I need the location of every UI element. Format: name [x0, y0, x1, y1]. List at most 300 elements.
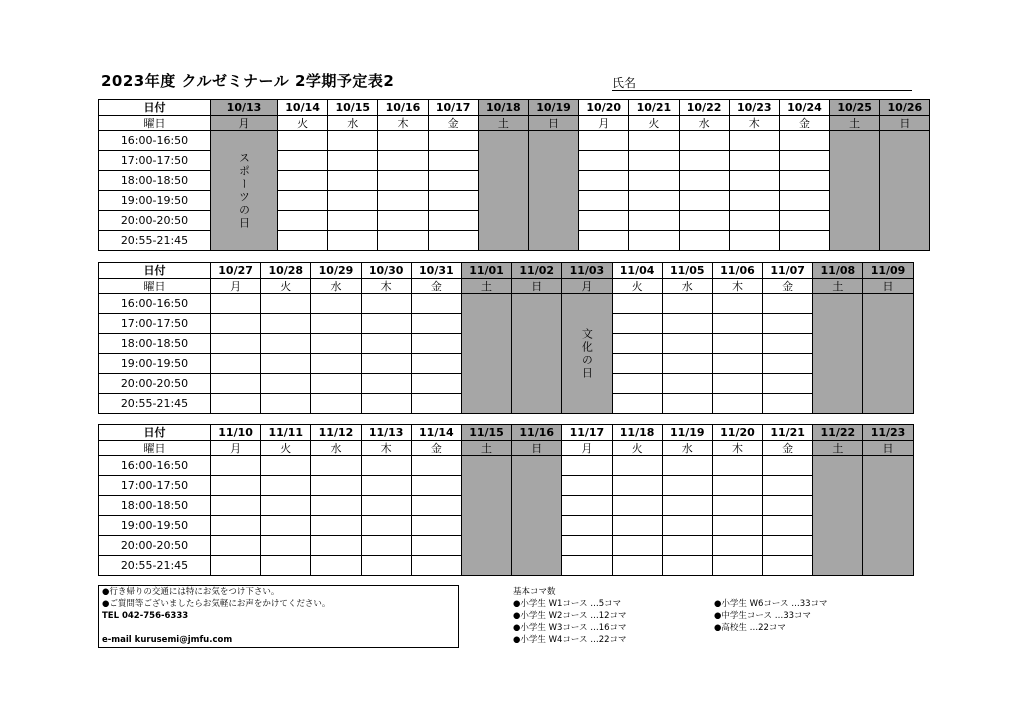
schedule-cell[interactable]	[361, 354, 411, 374]
dow-cell: 火	[261, 441, 311, 456]
time-slot-label: 20:55-21:45	[99, 556, 211, 576]
dow-header-label: 曜日	[99, 116, 211, 131]
name-field[interactable]	[612, 74, 912, 91]
schedule-cell[interactable]	[763, 394, 813, 414]
date-cell: 10/14	[278, 100, 328, 116]
schedule-cell[interactable]	[328, 151, 378, 171]
schedule-cell[interactable]	[612, 516, 662, 536]
schedule-cell[interactable]	[662, 516, 712, 536]
schedule-cell[interactable]	[662, 536, 712, 556]
schedule-cell[interactable]	[411, 294, 461, 314]
schedule-cell[interactable]	[411, 354, 461, 374]
dow-cell: 木	[361, 279, 411, 294]
dow-cell: 月	[211, 116, 278, 131]
schedule-cell[interactable]	[261, 556, 311, 576]
date-cell: 10/29	[311, 263, 361, 279]
schedule-cell[interactable]	[311, 536, 361, 556]
schedule-cell[interactable]	[712, 374, 762, 394]
schedule-cell[interactable]	[612, 556, 662, 576]
schedule-cell[interactable]	[579, 191, 629, 211]
note-email: e-mail kurusemi@jmfu.com	[102, 635, 233, 645]
date-cell: 11/16	[512, 425, 562, 441]
date-cell: 11/14	[411, 425, 461, 441]
schedule-cell[interactable]	[679, 231, 729, 251]
date-cell: 11/07	[763, 263, 813, 279]
schedule-cell[interactable]	[763, 536, 813, 556]
dow-cell: 土	[461, 279, 511, 294]
schedule-cell[interactable]	[211, 394, 261, 414]
schedule-cell[interactable]	[779, 191, 829, 211]
schedule-cell[interactable]	[712, 536, 762, 556]
time-slot-label: 17:00-17:50	[99, 151, 211, 171]
date-cell: 10/22	[679, 100, 729, 116]
dow-cell: 火	[612, 279, 662, 294]
date-cell: 11/19	[662, 425, 712, 441]
dow-cell: 火	[612, 441, 662, 456]
note-line: ●行き帰りの交通には特にお気をつけ下さい。	[102, 587, 280, 597]
dow-cell: 火	[629, 116, 679, 131]
date-cell: 10/18	[478, 100, 528, 116]
schedule-cell[interactable]	[361, 556, 411, 576]
schedule-cell[interactable]	[729, 211, 779, 231]
schedule-cell[interactable]	[712, 556, 762, 576]
schedule-cell[interactable]	[763, 556, 813, 576]
schedule-cell[interactable]	[411, 476, 461, 496]
schedule-cell[interactable]	[662, 394, 712, 414]
schedule-cell[interactable]	[411, 496, 461, 516]
date-cell: 10/31	[411, 263, 461, 279]
date-cell: 11/10	[211, 425, 261, 441]
schedule-cell[interactable]	[763, 496, 813, 516]
schedule-cell[interactable]	[361, 294, 411, 314]
date-cell: 11/08	[813, 263, 863, 279]
schedule-cell[interactable]	[378, 211, 428, 231]
time-slot-label: 20:00-20:50	[99, 374, 211, 394]
closed-day-cell	[512, 294, 562, 414]
schedule-cell[interactable]	[579, 231, 629, 251]
schedule-cell[interactable]	[763, 334, 813, 354]
schedule-cell[interactable]	[662, 476, 712, 496]
schedule-cell[interactable]	[261, 354, 311, 374]
schedule-cell[interactable]	[411, 556, 461, 576]
schedule-cell[interactable]	[562, 556, 612, 576]
koma-item: ●小学生 W3コース …16コマ	[513, 623, 627, 633]
schedule-cell[interactable]	[428, 231, 478, 251]
date-cell: 10/27	[211, 263, 261, 279]
schedule-cell[interactable]	[411, 536, 461, 556]
schedule-cell[interactable]	[278, 171, 328, 191]
koma-item: ●小学生 W1コース …5コマ	[513, 599, 622, 609]
date-cell: 10/17	[428, 100, 478, 116]
dow-cell: 金	[411, 441, 461, 456]
koma-list	[513, 586, 627, 646]
schedule-cell[interactable]	[261, 294, 311, 314]
schedule-cell[interactable]	[679, 191, 729, 211]
dow-cell: 木	[712, 279, 762, 294]
holiday-cell	[211, 131, 278, 251]
schedule-cell[interactable]	[361, 394, 411, 414]
schedule-cell[interactable]	[712, 354, 762, 374]
dow-cell: 金	[763, 279, 813, 294]
koma-list-2	[714, 598, 828, 634]
schedule-cell[interactable]	[211, 294, 261, 314]
schedule-cell[interactable]	[311, 476, 361, 496]
closed-day-cell	[880, 131, 930, 251]
dow-cell: 金	[763, 441, 813, 456]
time-slot-label: 20:00-20:50	[99, 536, 211, 556]
schedule-cell[interactable]	[311, 394, 361, 414]
schedule-cell[interactable]	[211, 374, 261, 394]
schedule-cell[interactable]	[378, 191, 428, 211]
schedule-cell[interactable]	[629, 131, 679, 151]
date-header-label: 日付	[99, 100, 211, 116]
time-slot-label: 16:00-16:50	[99, 131, 211, 151]
date-cell: 11/09	[863, 263, 913, 279]
date-cell: 11/12	[311, 425, 361, 441]
schedule-cell[interactable]	[662, 456, 712, 476]
schedule-cell[interactable]	[261, 496, 311, 516]
dow-cell: 金	[428, 116, 478, 131]
date-cell: 11/22	[813, 425, 863, 441]
date-cell: 11/18	[612, 425, 662, 441]
dow-cell: 土	[813, 279, 863, 294]
schedule-cell[interactable]	[261, 394, 311, 414]
date-cell: 10/21	[629, 100, 679, 116]
schedule-cell[interactable]	[378, 131, 428, 151]
schedule-cell[interactable]	[779, 171, 829, 191]
date-cell: 11/04	[612, 263, 662, 279]
schedule-cell[interactable]	[311, 496, 361, 516]
schedule-cell[interactable]	[712, 394, 762, 414]
dow-cell: 水	[311, 279, 361, 294]
schedule-cell[interactable]	[311, 456, 361, 476]
schedule-cell[interactable]	[679, 211, 729, 231]
schedule-cell[interactable]	[428, 171, 478, 191]
schedule-cell[interactable]	[311, 556, 361, 576]
closed-day-cell	[863, 456, 913, 576]
schedule-cell[interactable]	[679, 131, 729, 151]
schedule-cell[interactable]	[278, 231, 328, 251]
schedule-cell[interactable]	[712, 294, 762, 314]
schedule-cell[interactable]	[211, 314, 261, 334]
date-cell: 11/17	[562, 425, 612, 441]
schedule-cell[interactable]	[211, 556, 261, 576]
koma-item: ●小学生 W4コース …22コマ	[513, 635, 627, 645]
schedule-cell[interactable]	[311, 334, 361, 354]
schedule-cell[interactable]	[662, 334, 712, 354]
schedule-cell[interactable]	[428, 151, 478, 171]
schedule-cell[interactable]	[679, 171, 729, 191]
time-slot-label: 19:00-19:50	[99, 354, 211, 374]
schedule-cell[interactable]	[562, 516, 612, 536]
closed-day-cell	[461, 294, 511, 414]
schedule-cell[interactable]	[311, 374, 361, 394]
schedule-cell[interactable]	[712, 456, 762, 476]
schedule-cell[interactable]	[211, 476, 261, 496]
schedule-cell[interactable]	[662, 496, 712, 516]
note-blank	[102, 622, 455, 634]
dow-cell: 金	[779, 116, 829, 131]
schedule-cell[interactable]	[579, 171, 629, 191]
dow-cell: 木	[712, 441, 762, 456]
schedule-cell[interactable]	[629, 191, 679, 211]
schedule-cell[interactable]	[779, 151, 829, 171]
schedule-cell[interactable]	[562, 496, 612, 516]
schedule-cell[interactable]	[361, 496, 411, 516]
dow-cell: 日	[512, 279, 562, 294]
dow-cell: 火	[261, 279, 311, 294]
schedule-cell[interactable]	[261, 334, 311, 354]
koma-heading: 基本コマ数	[513, 587, 556, 597]
dow-cell: 日	[528, 116, 578, 131]
closed-day-cell	[512, 456, 562, 576]
schedule-cell[interactable]	[612, 374, 662, 394]
date-cell: 10/24	[779, 100, 829, 116]
schedule-cell[interactable]	[361, 516, 411, 536]
schedule-cell[interactable]	[378, 231, 428, 251]
closed-day-cell	[461, 456, 511, 576]
schedule-cell[interactable]	[712, 314, 762, 334]
dow-header-label: 曜日	[99, 279, 211, 294]
date-cell: 11/01	[461, 263, 511, 279]
time-slot-label: 20:55-21:45	[99, 394, 211, 414]
koma-item: ●小学生 W6コース …33コマ	[714, 599, 828, 609]
schedule-cell[interactable]	[612, 536, 662, 556]
koma-item: ●中学生コース …33コマ	[714, 611, 812, 621]
dow-cell: 月	[211, 279, 261, 294]
schedule-cell[interactable]	[361, 334, 411, 354]
schedule-cell[interactable]	[361, 314, 411, 334]
time-slot-label: 18:00-18:50	[99, 334, 211, 354]
time-slot-label: 18:00-18:50	[99, 171, 211, 191]
schedule-cell[interactable]	[562, 456, 612, 476]
schedule-cell[interactable]	[361, 456, 411, 476]
dow-cell: 土	[461, 441, 511, 456]
schedule-cell[interactable]	[211, 496, 261, 516]
dow-cell: 月	[562, 279, 612, 294]
schedule-cell[interactable]	[311, 354, 361, 374]
dow-cell: 日	[880, 116, 930, 131]
closed-day-cell	[528, 131, 578, 251]
date-cell: 11/20	[712, 425, 762, 441]
schedule-cell[interactable]	[261, 536, 311, 556]
schedule-cell[interactable]	[779, 211, 829, 231]
dow-cell: 月	[562, 441, 612, 456]
schedule-cell[interactable]	[428, 131, 478, 151]
dow-cell: 水	[662, 441, 712, 456]
schedule-cell[interactable]	[328, 171, 378, 191]
schedule-cell[interactable]	[729, 171, 779, 191]
schedule-cell[interactable]	[261, 516, 311, 536]
date-cell: 10/28	[261, 263, 311, 279]
dow-cell: 火	[278, 116, 328, 131]
dow-cell: 水	[679, 116, 729, 131]
schedule-cell[interactable]	[779, 231, 829, 251]
schedule-cell[interactable]	[729, 151, 779, 171]
schedule-cell[interactable]	[629, 171, 679, 191]
holiday-cell	[562, 294, 612, 414]
schedule-cell[interactable]	[763, 456, 813, 476]
schedule-cell[interactable]	[612, 476, 662, 496]
dow-cell: 日	[512, 441, 562, 456]
schedule-cell[interactable]	[361, 476, 411, 496]
schedule-cell[interactable]	[763, 374, 813, 394]
schedule-cell[interactable]	[612, 294, 662, 314]
date-cell: 10/13	[211, 100, 278, 116]
schedule-cell[interactable]	[579, 131, 629, 151]
date-cell: 11/03	[562, 263, 612, 279]
time-slot-label: 17:00-17:50	[99, 476, 211, 496]
schedule-cell[interactable]	[278, 191, 328, 211]
date-cell: 10/15	[328, 100, 378, 116]
schedule-cell[interactable]	[328, 191, 378, 211]
dow-cell: 月	[211, 441, 261, 456]
schedule-cell[interactable]	[428, 191, 478, 211]
time-slot-label: 19:00-19:50	[99, 516, 211, 536]
dow-cell: 金	[411, 279, 461, 294]
schedule-cell[interactable]	[278, 211, 328, 231]
time-slot-label: 16:00-16:50	[99, 456, 211, 476]
date-cell: 10/30	[361, 263, 411, 279]
schedule-cell[interactable]	[629, 151, 679, 171]
date-cell: 10/20	[579, 100, 629, 116]
dow-cell: 木	[729, 116, 779, 131]
dow-header-label: 曜日	[99, 441, 211, 456]
dow-cell: 土	[478, 116, 528, 131]
closed-day-cell	[478, 131, 528, 251]
date-cell: 11/11	[261, 425, 311, 441]
schedule-cell[interactable]	[411, 334, 461, 354]
schedule-cell[interactable]	[211, 516, 261, 536]
schedule-cell[interactable]	[579, 211, 629, 231]
schedule-cell[interactable]	[328, 131, 378, 151]
date-header-label: 日付	[99, 425, 211, 441]
schedule-cell[interactable]	[278, 131, 328, 151]
dow-cell: 日	[863, 441, 913, 456]
schedule-cell[interactable]	[662, 354, 712, 374]
schedule-table-week-1	[98, 99, 930, 251]
schedule-cell[interactable]	[763, 476, 813, 496]
schedule-cell[interactable]	[612, 354, 662, 374]
schedule-cell[interactable]	[763, 354, 813, 374]
koma-item: ●高校生 …22コマ	[714, 623, 786, 633]
schedule-cell[interactable]	[729, 131, 779, 151]
schedule-cell[interactable]	[211, 536, 261, 556]
dow-cell: 水	[328, 116, 378, 131]
holiday-label: スポーツの日	[237, 151, 251, 230]
time-slot-label: 16:00-16:50	[99, 294, 211, 314]
holiday-label: 文化の日	[580, 327, 594, 380]
time-slot-label: 17:00-17:50	[99, 314, 211, 334]
closed-day-cell	[830, 131, 880, 251]
dow-cell: 日	[863, 279, 913, 294]
schedule-cell[interactable]	[411, 516, 461, 536]
schedule-cell[interactable]	[612, 314, 662, 334]
schedule-cell[interactable]	[311, 294, 361, 314]
schedule-cell[interactable]	[612, 496, 662, 516]
schedule-cell[interactable]	[579, 151, 629, 171]
schedule-cell[interactable]	[261, 456, 311, 476]
schedule-table-week-3	[98, 424, 914, 576]
page-title: 2023年度 クルゼミナール 2学期予定表2	[101, 72, 395, 90]
schedule-cell[interactable]	[328, 231, 378, 251]
schedule-table-week-2	[98, 262, 914, 414]
schedule-cell[interactable]	[328, 211, 378, 231]
schedule-cell[interactable]	[261, 374, 311, 394]
schedule-cell[interactable]	[261, 314, 311, 334]
schedule-cell[interactable]	[378, 151, 428, 171]
schedule-cell[interactable]	[361, 374, 411, 394]
schedule-cell[interactable]	[261, 476, 311, 496]
schedule-cell[interactable]	[278, 151, 328, 171]
schedule-cell[interactable]	[411, 456, 461, 476]
schedule-cell[interactable]	[612, 394, 662, 414]
schedule-cell[interactable]	[712, 334, 762, 354]
schedule-cell[interactable]	[562, 536, 612, 556]
schedule-cell[interactable]	[662, 314, 712, 334]
date-cell: 11/05	[662, 263, 712, 279]
schedule-cell[interactable]	[712, 496, 762, 516]
time-slot-label: 19:00-19:50	[99, 191, 211, 211]
time-slot-label: 18:00-18:50	[99, 496, 211, 516]
schedule-cell[interactable]	[311, 314, 361, 334]
schedule-cell[interactable]	[763, 516, 813, 536]
schedule-cell[interactable]	[378, 171, 428, 191]
note-phone: TEL 042-756-6333	[102, 611, 189, 621]
schedule-cell[interactable]	[763, 294, 813, 314]
name-label: 氏名	[612, 76, 637, 90]
date-header-label: 日付	[99, 263, 211, 279]
schedule-cell[interactable]	[629, 211, 679, 231]
schedule-cell[interactable]	[428, 211, 478, 231]
schedule-cell[interactable]	[779, 131, 829, 151]
date-cell: 11/06	[712, 263, 762, 279]
schedule-cell[interactable]	[612, 334, 662, 354]
schedule-cell[interactable]	[311, 516, 361, 536]
time-slot-label: 20:55-21:45	[99, 231, 211, 251]
date-cell: 10/25	[830, 100, 880, 116]
schedule-cell[interactable]	[662, 294, 712, 314]
schedule-cell[interactable]	[712, 476, 762, 496]
time-slot-label: 20:00-20:50	[99, 211, 211, 231]
dow-cell: 木	[378, 116, 428, 131]
koma-item: ●小学生 W2コース …12コマ	[513, 611, 627, 621]
schedule-cell[interactable]	[662, 556, 712, 576]
note-line: ●ご質問等ございましたらお気軽にお声をかけてください。	[102, 599, 331, 609]
schedule-cell[interactable]	[629, 231, 679, 251]
schedule-cell[interactable]	[729, 231, 779, 251]
schedule-cell[interactable]	[729, 191, 779, 211]
schedule-cell[interactable]	[562, 476, 612, 496]
schedule-cell[interactable]	[612, 456, 662, 476]
notes-box	[98, 585, 459, 648]
date-cell: 11/21	[763, 425, 813, 441]
schedule-cell[interactable]	[411, 394, 461, 414]
date-cell: 10/23	[729, 100, 779, 116]
schedule-cell[interactable]	[662, 374, 712, 394]
schedule-cell[interactable]	[411, 374, 461, 394]
schedule-cell[interactable]	[411, 314, 461, 334]
dow-cell: 木	[361, 441, 411, 456]
schedule-cell[interactable]	[211, 456, 261, 476]
schedule-cell[interactable]	[679, 151, 729, 171]
schedule-cell[interactable]	[361, 536, 411, 556]
schedule-cell[interactable]	[763, 314, 813, 334]
schedule-cell[interactable]	[211, 334, 261, 354]
schedule-cell[interactable]	[211, 354, 261, 374]
schedule-cell[interactable]	[712, 516, 762, 536]
dow-cell: 水	[311, 441, 361, 456]
